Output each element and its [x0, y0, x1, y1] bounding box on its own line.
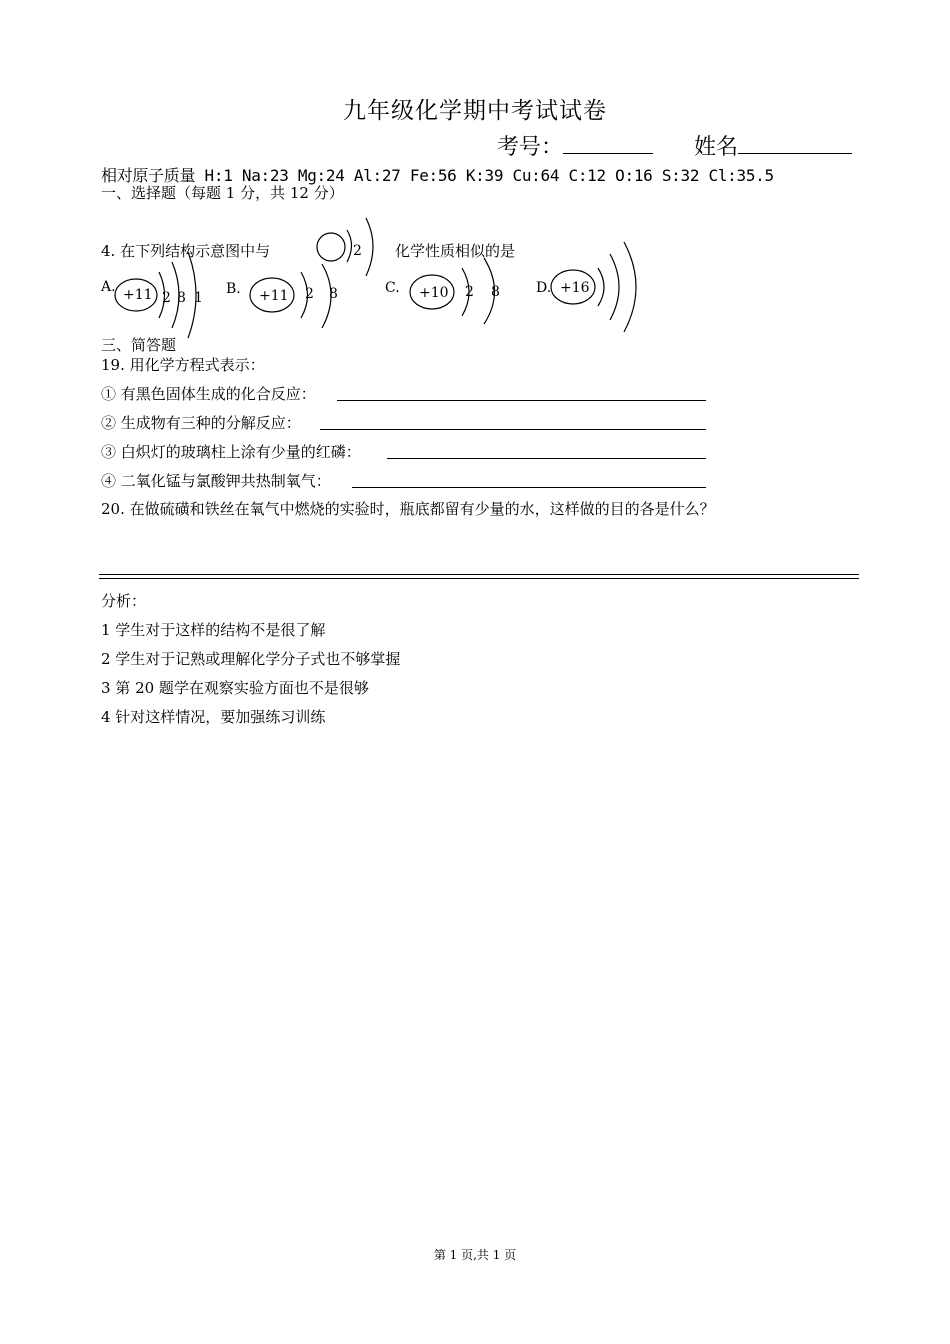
option-a-label: A. — [101, 279, 116, 295]
reference-atom-diagram — [317, 218, 373, 276]
exam-number-field — [497, 130, 653, 161]
page-title: 九年级化学期中考试试卷 — [343, 98, 607, 124]
analysis-title: 分析： — [101, 592, 147, 610]
analysis-item-2: 2 学生对于记熟或理解化学分子式也不够掌握 — [101, 650, 401, 668]
reference-shell-count: 2 — [353, 243, 362, 259]
option-d-shell-1-arc — [598, 268, 604, 306]
analysis-item-4: 4 针对这样情况，要加强练习训练 — [101, 708, 326, 726]
question-19-item-1: ① 有黑色固体生成的化合反应： — [101, 385, 316, 403]
answer-line-4[interactable] — [352, 487, 706, 488]
question-19-item-2: ② 生成物有三种的分解反应： — [101, 414, 301, 432]
question-4-suffix: 化学性质相似的是 — [395, 242, 516, 260]
option-d-shell-2-arc — [610, 254, 619, 320]
answer-line-3[interactable] — [387, 458, 706, 459]
student-name-label: 姓名 — [694, 135, 739, 160]
question-19-item-3: ③ 白炽灯的玻璃柱上涂有少量的红磷： — [101, 443, 361, 461]
option-c-shell-1-count: 2 — [465, 284, 474, 300]
option-c-label: C. — [385, 280, 400, 296]
question-19-stem: 19. 用化学方程式表示： — [101, 356, 265, 374]
relative-atomic-masses: 相对原子质量 H:1 Na:23 Mg:24 Al:27 Fe:56 K:39 Cu:64 C:12 O:16 S:32 Cl:35.5 — [101, 166, 774, 185]
student-name-field — [694, 130, 852, 161]
option-a-nucleus-charge: +11 — [123, 287, 153, 303]
reference-shell-1-arc — [347, 230, 352, 262]
answer-line-1[interactable] — [337, 400, 706, 401]
option-b-nucleus-charge: +11 — [259, 288, 289, 304]
option-c-shell-2-count: 8 — [491, 284, 500, 300]
option-b-shell-1-count: 2 — [305, 286, 314, 302]
option-d-shell-3-arc — [624, 242, 636, 332]
question-20: 20. 在做硫磺和铁丝在氧气中燃烧的实验时，瓶底都留有少量的水，这样做的目的各是什么？ — [101, 500, 715, 518]
option-a-shell-2-count: 8 — [177, 290, 186, 306]
answer-line-2[interactable] — [320, 429, 706, 430]
question-19-item-4: ④ 二氧化锰与氯酸钾共热制氧气： — [101, 472, 331, 490]
section-1-title: 一、选择题（每题 1 分，共 12 分） — [101, 184, 344, 202]
question-4-prefix: 4. 在下列结构示意图中与 — [101, 242, 271, 260]
exam-number-blank[interactable] — [563, 131, 653, 154]
analysis-item-3: 3 第 20 题学在观察实验方面也不是很够 — [101, 679, 369, 697]
divider-bottom — [99, 578, 859, 579]
option-c-nucleus-charge: +10 — [419, 285, 449, 301]
reference-shell-2-arc — [366, 218, 373, 276]
option-b-label: B. — [226, 281, 241, 297]
section-3-title: 三、简答题 — [101, 336, 177, 354]
divider-top — [99, 574, 859, 575]
atom-structure-diagrams — [0, 200, 950, 350]
option-d-nucleus-charge: +16 — [560, 280, 590, 296]
reference-nucleus — [317, 233, 345, 261]
page-footer: 第 1 页,共 1 页 — [433, 1248, 517, 1262]
student-name-blank[interactable] — [738, 131, 852, 154]
option-a-shell-3-count: 1 — [194, 290, 203, 306]
exam-number-label: 考号： — [497, 135, 564, 160]
option-a-shell-1-count: 2 — [162, 290, 171, 306]
option-d-label: D. — [536, 280, 552, 296]
option-b-shell-2-count: 8 — [329, 286, 338, 302]
analysis-item-1: 1 学生对于这样的结构不是很了解 — [101, 621, 326, 639]
